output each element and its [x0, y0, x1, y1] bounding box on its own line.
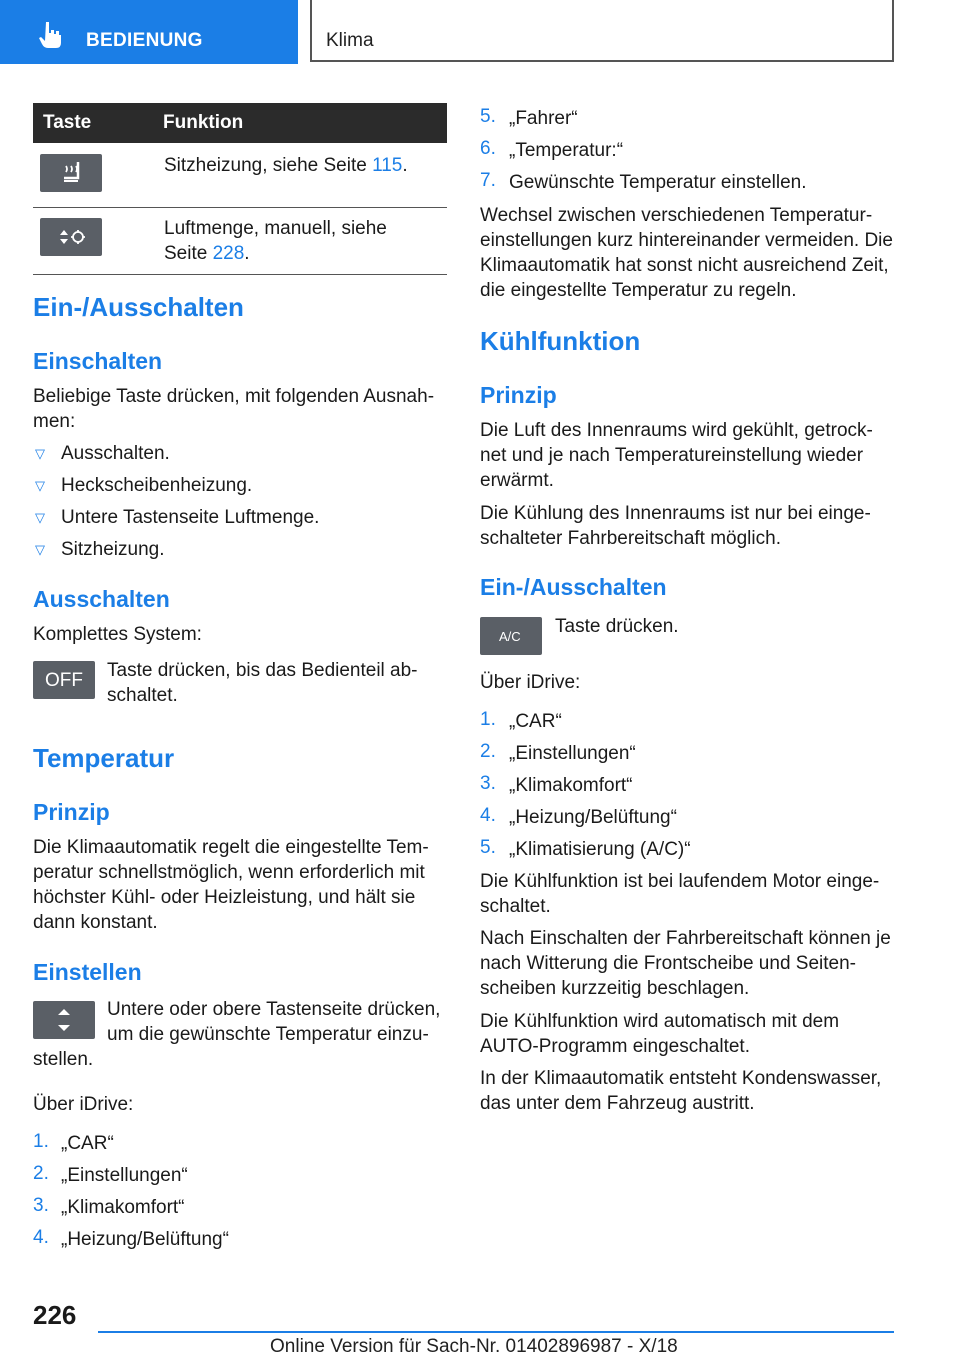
- heading-onoff: Ein-/Ausschalten: [33, 292, 244, 322]
- ac-key: [480, 617, 542, 655]
- step-text: „Heizung/Belüftung“: [509, 807, 677, 828]
- step-number: 1.: [33, 1131, 49, 1152]
- off-text-line: Taste drücken, bis das Bedienteil ab-: [107, 660, 418, 681]
- off-key: [33, 661, 95, 699]
- section-tab: [0, 0, 298, 64]
- einstellen-text-line: stellen.: [33, 1049, 94, 1070]
- col-key-header: Taste: [33, 103, 163, 143]
- hand-pointer-icon: [38, 20, 64, 48]
- list-item: Heckscheibenheizung.: [61, 475, 253, 496]
- punctuation: .: [244, 243, 250, 264]
- prinzip-text-line: erwärmt.: [480, 470, 554, 491]
- heading-onoff-cooling: Ein-/Ausschalten: [480, 574, 667, 600]
- step-text: „Temperatur:“: [509, 140, 624, 161]
- wechsel-text-line: einstellungen kurz hintereinander vermeiden. Die: [480, 230, 893, 251]
- para-line: In der Klimaautomatik entsteht Kondenswasser,: [480, 1068, 882, 1089]
- step-text: „CAR“: [61, 1133, 114, 1154]
- table-cell-function: Seite: [164, 243, 213, 264]
- prinzip-text-line: höchster Kühl- oder Heizleistung, und hält sie: [33, 887, 416, 908]
- off-key-label: OFF: [45, 670, 83, 691]
- prinzip-text-line: dann konstant.: [33, 912, 158, 933]
- page-number: 226: [33, 1300, 77, 1330]
- up-down-arrows-icon: [33, 1001, 95, 1039]
- list-item: Sitzheizung.: [61, 539, 165, 560]
- punctuation: .: [402, 155, 408, 176]
- step-number: 1.: [480, 709, 496, 730]
- footer-divider: [98, 1331, 894, 1333]
- bullet-triangle-icon: ▽: [35, 542, 45, 557]
- einstellen-text-line: um die gewünschte Temperatur einzu-: [107, 1024, 429, 1045]
- step-text: „CAR“: [509, 711, 562, 732]
- idrive-label: Über iDrive:: [480, 672, 581, 693]
- list-item: Ausschalten.: [61, 443, 170, 464]
- step-number: 2.: [33, 1163, 49, 1184]
- step-number: 3.: [33, 1195, 49, 1216]
- einschalten-text-line: men:: [33, 411, 76, 432]
- off-text-line: schaltet.: [107, 685, 178, 706]
- heading-einschalten: Einschalten: [33, 348, 163, 374]
- ac-key-label: A/C: [499, 629, 521, 644]
- step-number: 4.: [480, 805, 496, 826]
- step-number: 2.: [480, 741, 496, 762]
- prinzip-text-line: net und je nach Temperatureinstellung wieder: [480, 445, 864, 466]
- para-line: AUTO-Programm eingeschaltet.: [480, 1036, 750, 1057]
- bullet-triangle-icon: ▽: [35, 478, 45, 493]
- para-line: Nach Einschalten der Fahrbereitschaft können je: [480, 928, 891, 949]
- col-function-header: Funktion: [163, 103, 447, 143]
- ausschalten-text: Komplettes System:: [33, 624, 202, 645]
- step-text: Gewünschte Temperatur einstellen.: [509, 172, 807, 193]
- step-number: 3.: [480, 773, 496, 794]
- step-number: 7.: [480, 170, 496, 191]
- seat-heating-icon: [40, 154, 102, 192]
- heading-ausschalten: Ausschalten: [33, 586, 170, 612]
- chapter-title: Klima: [326, 30, 374, 51]
- temperature-key: [33, 1001, 95, 1039]
- step-text: „Einstellungen“: [61, 1165, 188, 1186]
- einstellen-text-line: Untere oder obere Tastenseite drücken,: [107, 999, 441, 1020]
- wechsel-text-line: Klimaautomatik hat sonst nicht ausreichend Zeit,: [480, 255, 889, 276]
- prinzip-text-line: peratur schnellstmöglich, wenn erforderlich mit: [33, 862, 425, 883]
- idrive-label: Über iDrive:: [33, 1094, 134, 1115]
- prinzip-text-line: Die Kühlung des Innenraums ist nur bei einge-: [480, 503, 871, 524]
- chapter-tab: [310, 0, 894, 62]
- step-text: „Klimakomfort“: [61, 1197, 185, 1218]
- table-cell-function: Luftmenge, manuell, siehe: [164, 218, 387, 239]
- para-line: Die Kühlfunktion ist bei laufendem Motor einge-: [480, 871, 880, 892]
- step-text: „Fahrer“: [509, 108, 578, 129]
- table-header-row: [33, 103, 447, 143]
- heading-kuehlfunktion: Kühlfunktion: [480, 326, 641, 356]
- step-number: 5.: [480, 106, 496, 127]
- heading-prinzip: Prinzip: [33, 799, 110, 825]
- prinzip-text-line: schalteter Fahrbereitschaft möglich.: [480, 528, 781, 549]
- section-title: BEDIENUNG: [86, 30, 203, 51]
- para-line: das unter dem Fahrzeug austritt.: [480, 1093, 755, 1114]
- table-cell-function: Sitzheizung, siehe Seite: [164, 155, 373, 176]
- key-function-table: [33, 103, 447, 275]
- page-link[interactable]: 228: [212, 243, 245, 264]
- table-row: [33, 208, 447, 275]
- para-line: nach Witterung die Frontscheibe und Seiten-: [480, 953, 856, 974]
- step-text: „Heizung/Belüftung“: [61, 1229, 229, 1250]
- heading-prinzip: Prinzip: [480, 382, 557, 408]
- step-number: 6.: [480, 138, 496, 159]
- list-item: Untere Tastenseite Luftmenge.: [61, 507, 320, 528]
- airflow-key: [40, 218, 102, 256]
- fan-arrows-icon: [40, 218, 102, 256]
- wechsel-text-line: die eingestellte Temperatur zu regeln.: [480, 280, 797, 301]
- step-text: „Einstellungen“: [509, 743, 636, 764]
- ac-text: Taste drücken.: [555, 616, 679, 637]
- bullet-triangle-icon: ▽: [35, 510, 45, 525]
- para-line: schaltet.: [480, 896, 551, 917]
- prinzip-text-line: Die Klimaautomatik regelt die eingestellte Tem-: [33, 837, 429, 858]
- heading-einstellen: Einstellen: [33, 959, 142, 985]
- footer-text: Online Version für Sach-Nr. 01402896987 - X/18: [270, 1336, 678, 1357]
- step-number: 4.: [33, 1227, 49, 1248]
- table-row: [33, 143, 447, 208]
- step-text: „Klimatisierung (A/C)“: [509, 839, 691, 860]
- bullet-triangle-icon: ▽: [35, 446, 45, 461]
- para-line: Die Kühlfunktion wird automatisch mit dem: [480, 1011, 840, 1032]
- para-line: scheiben kurzzeitig beschlagen.: [480, 978, 750, 999]
- step-number: 5.: [480, 837, 496, 858]
- prinzip-text-line: Die Luft des Innenraums wird gekühlt, getrock-: [480, 420, 873, 441]
- step-text: „Klimakomfort“: [509, 775, 633, 796]
- wechsel-text-line: Wechsel zwischen verschiedenen Temperatur-: [480, 205, 873, 226]
- page-link[interactable]: 115: [372, 155, 403, 176]
- seat-heating-key: [40, 154, 102, 192]
- einschalten-text-line: Beliebige Taste drücken, mit folgenden Ausnah-: [33, 386, 435, 407]
- heading-temperatur: Temperatur: [33, 743, 175, 773]
